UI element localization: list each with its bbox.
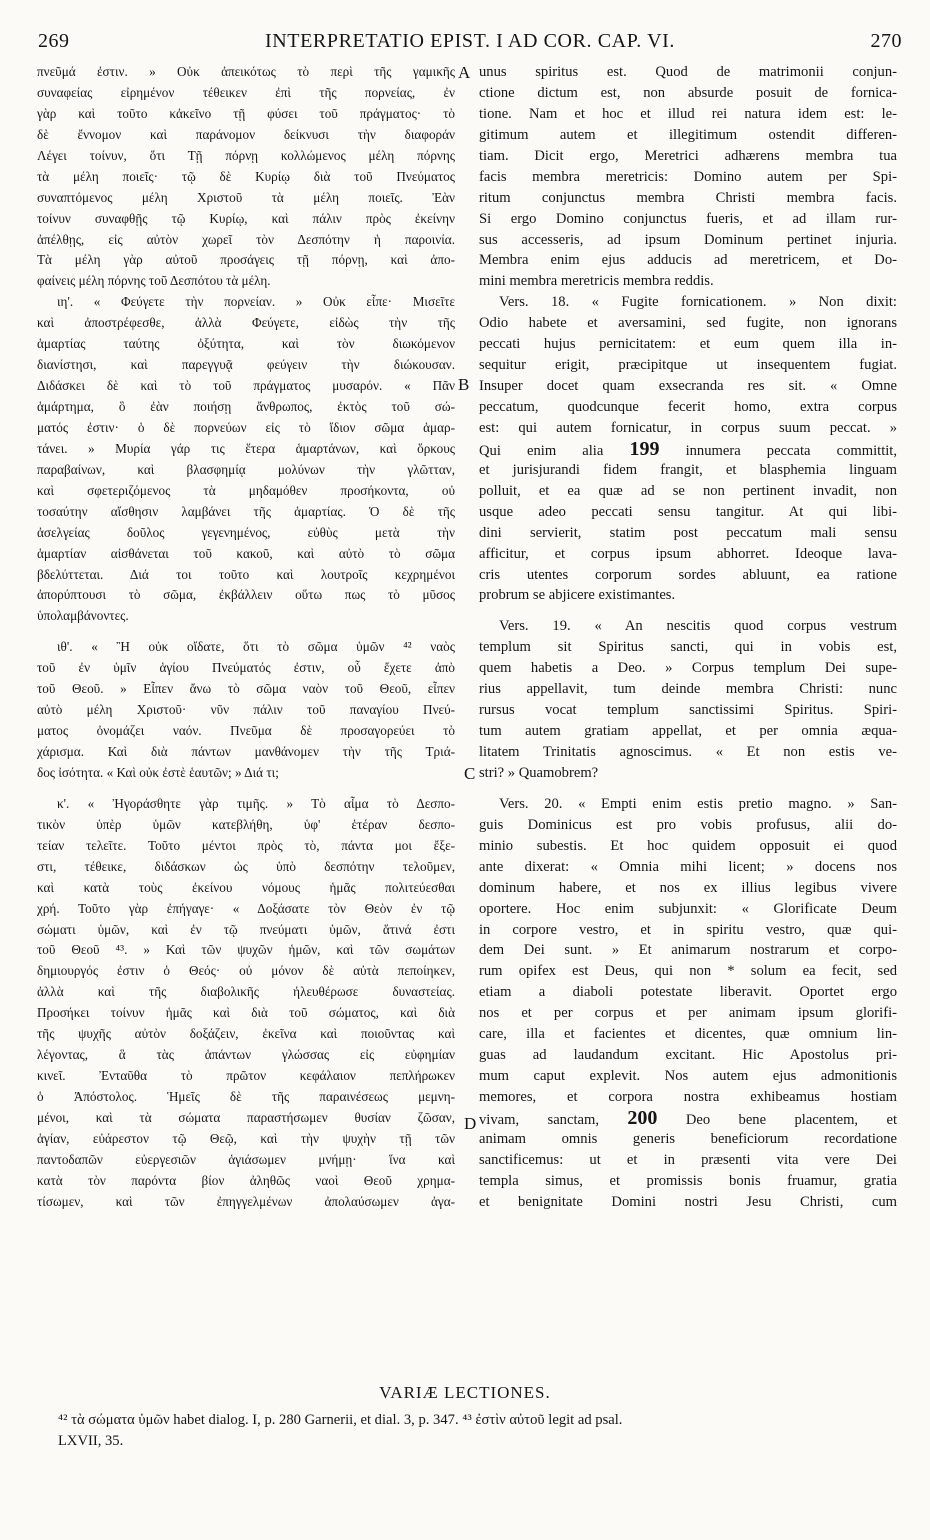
latin-text-line: Vers. 19. « An nescitis quod corpus vestrum bbox=[499, 618, 897, 635]
latin-text-line: unus spiritus est. Quod de matrimonii conjun- bbox=[479, 64, 897, 80]
greek-text-line: κ'. « Ἠγοράσθητε γὰρ τιμῆς. » Τὸ αἷμα τὸ Δεσπο- bbox=[57, 795, 455, 811]
greek-text-line: τικὸν ὑπὲρ ὑμῶν κατεβλήθη, ὑφ' ἑτέραν δεσπο- bbox=[37, 816, 455, 832]
greek-text-line: πνεῦμά ἐστιν. » Οὐκ ἀπεικότως τὸ περὶ τῆς γαμικῆς bbox=[37, 64, 455, 79]
latin-text-line bbox=[479, 439, 897, 460]
margin-letter-b: B bbox=[458, 375, 470, 394]
latin-text-line: in corpore vestro, et in spiritu vestro, quæ qui- bbox=[479, 921, 897, 938]
greek-text-line: στι, τέθεικε, διδάσκων ὡς ὑπὸ δεσπότην τελοῦμεν, bbox=[37, 858, 455, 874]
latin-text-line: Vers. 20. « Empti enim estis pretio magno. » San- bbox=[499, 795, 897, 812]
latin-text-line: usque adeo peccati sensu tangitur. At qui libi- bbox=[479, 503, 897, 520]
greek-text-line: ιη'. « Φεύγετε τὴν πορνείαν. » Οὐκ εἶπε· Μισεῖτε bbox=[57, 294, 455, 310]
greek-text-line: σώματι ὑμῶν, καὶ ἐν τῷ πνεύματι ὑμῶν, ἅτινά ἐστι bbox=[37, 921, 455, 937]
latin-text-line: stri? » Quamobrem? bbox=[479, 764, 599, 781]
latin-text-line: etiam a diaboli potestate liberavit. Oportet ergo bbox=[479, 984, 897, 1001]
greek-text-line: μένοι, καὶ τὰ σώματα παραστήσωμεν θυσίαν ζῶσαν, bbox=[37, 1109, 455, 1125]
greek-text-line: ἀπορύπτουσι τὸ σῶμα, ἐκβάλλειν οὕτω πως τὸ μῦσος bbox=[37, 587, 455, 603]
greek-text-line: καὶ ἀποστρέφεσθε, ἀλλὰ Φεύγετε, εἰδὼς τὴν τῆς bbox=[37, 315, 455, 331]
greek-text-line: τάνει. » Μυρία γάρ τις ἕτερα ἁμαρτάνων, καὶ ὅρκους bbox=[37, 440, 455, 456]
greek-text-line: Διδάσκει δὲ καὶ τὸ τοῦ πράγματος μυσαρόν. « Πᾶν bbox=[37, 378, 455, 394]
latin-text-line: rius appellavit, tum deinde membra Christi: nunc bbox=[479, 681, 897, 698]
latin-text-line: minio subestis. Et hoc quidem opposuit ei quod bbox=[479, 837, 897, 854]
greek-text-line: τοῦ ἐν ὑμῖν ἁγίου Πνεύματός ἐστιν, οὗ ἔχετε ἀπὸ bbox=[37, 660, 455, 676]
page-number-left: 269 bbox=[38, 30, 70, 52]
latin-text-line: dominum habere, et nos ex illius legibus vivere bbox=[479, 879, 897, 896]
latin-text-line: et benignitate Domini nostri Jesu Christi, cum bbox=[479, 1193, 897, 1210]
greek-text-line: παραβαίνων, καὶ βλασφημίᾳ μολύνων τὴν γλῶτταν, bbox=[37, 461, 455, 477]
latin-text-line: animam omnis generis beneficiorum recordatione bbox=[479, 1130, 897, 1147]
latin-text-line: Insuper docet quam exsecranda res sit. « Omne bbox=[479, 378, 897, 395]
greek-text-line: φαίνεις μέλη πόρνης τοῦ Δεσπότου τὰ μέλη. bbox=[37, 273, 271, 289]
greek-text-line: δὲ ἔννομον καὶ παράνομον δείκνυσι τὴν διαφοράν bbox=[37, 126, 455, 142]
page-header bbox=[38, 30, 902, 58]
greek-text-line: διανίστησι, καὶ παρεγγυᾷ φεύγειν τὴν διώκουσαν. bbox=[37, 357, 455, 373]
latin-text-fragment: Qui enim alia bbox=[479, 442, 604, 459]
greek-text-line: γὰρ καὶ τοῦτο κἀκεῖνο τῇ φύσει τοῦ πράγματος· τὸ bbox=[37, 105, 455, 121]
greek-text-line: ἁμαρτίας ταύτης ὀξύτητα, καὶ τὸν διωκόμενον bbox=[37, 336, 455, 352]
latin-text-line: oportere. Hoc enim subjunxit: « Glorificate Deum bbox=[479, 900, 897, 917]
greek-text-line: ματος ὀνομάζει ναόν. Πνεῦμα δὲ προσαγορεύει τὸ bbox=[37, 723, 455, 739]
greek-text-line: κινεῖ. Ἐνταῦθα τὸ πρῶτον κεφάλαιον πεπλήρωκεν bbox=[37, 1068, 455, 1084]
latin-text-line: facis membra meretricis: Domino autem per Spi- bbox=[479, 168, 897, 185]
greek-text-line: τείαν τελεῖτε. Τοῦτο μέντοι πρὸς τὸ, πάντα μοι ἔξε- bbox=[37, 837, 455, 853]
greek-text-line: Λέγει τοίνυν, ὅτι Τῇ πόρνῃ κολλώμενος μέλη πόρνης bbox=[37, 147, 455, 163]
latin-text-line: mini membra meretricis membra reddis. bbox=[479, 273, 714, 290]
greek-column bbox=[37, 62, 455, 1213]
latin-text-fragment: vivam, sanctam, bbox=[479, 1111, 599, 1128]
latin-text-line: ritum conjunctus membra Christi membra facis. bbox=[479, 189, 897, 206]
greek-text-line: καὶ κατὰ τοὺς ἐκείνου νόμους ἡμᾶς πολιτεύεσθαι bbox=[37, 879, 455, 895]
latin-text-line: gitimum autem et illegitimum ostendit differen- bbox=[479, 126, 897, 143]
greek-text-line: τοσαύτην αἴσθησιν λαμβάνει τῆς ἁμαρτίας. Ὁ δὲ τῆς bbox=[37, 503, 455, 519]
greek-text-line: δημιουργός ἐστιν ὁ Θεός· οὐ μόνον δὲ αὐτὰ πεποίηκεν, bbox=[37, 963, 455, 979]
latin-text-fragment: Deo bene placentem, et bbox=[685, 1111, 897, 1128]
note-line: LXVII, 35. bbox=[58, 1433, 124, 1449]
greek-text-line: ἀπέλθῃς, εἰς αὐτὸν χωρεῖ τὸν Δεσπότην ἡ παροινία. bbox=[37, 231, 455, 247]
margin-letter-a: A bbox=[458, 63, 471, 82]
latin-text-line: templum sit Spiritus sancti, qui in vobis est, bbox=[479, 639, 897, 656]
greek-text-line: αὐτὸ μέλη Χριστοῦ· νῦν πάλιν τοῦ παναγίου Πνεύ- bbox=[37, 702, 455, 718]
latin-text-line: ante dixerat: « Omnia mihi licent; » docens nos bbox=[479, 858, 897, 875]
latin-text-line: peccatum, quodcunque fecerit homo, extra corpus bbox=[479, 399, 897, 415]
latin-text-line: tum autem gratiam appellat, et per omnia æqua- bbox=[479, 723, 897, 740]
greek-text-line: ματός ἐστιν· ὁ δὲ πορνεύων εἰς τὸ ἴδιον σῶμα ἁμαρ- bbox=[37, 419, 455, 435]
latin-text-line: guis Dominicus est pro vobis profusus, alii do- bbox=[479, 816, 897, 833]
greek-text-line: ὑπολαμβάνοντες. bbox=[37, 608, 129, 624]
latin-text-line: peccati hujus pernicitatem: et eum quem illa in- bbox=[479, 336, 897, 353]
greek-text-line: συναφείας εἰρημένον τέθεικεν ἐπὶ τῆς πορνείας, ἐν bbox=[37, 84, 455, 100]
page-number-right: 270 bbox=[870, 30, 902, 52]
latin-text-line: dini servierit, statim post peccatum mali sensu bbox=[479, 524, 897, 541]
greek-text-line: Προσήκει τοίνυν ἡμᾶς καὶ διὰ τοῦ σώματος, καὶ διὰ bbox=[37, 1005, 455, 1021]
latin-text-line: nos et per corpus et per animam ipsum glorifi- bbox=[479, 1005, 897, 1022]
latin-text-line: tiam. Dicit ergo, Meretrici adhærens membra tua bbox=[479, 147, 897, 164]
margin-letter-d: D bbox=[464, 1114, 477, 1133]
latin-text-line: Odio habete et aversamini, sed fugite, non ignorans bbox=[479, 315, 897, 332]
latin-text-line: templa simus, et promissis bonis fruamur, gratia bbox=[479, 1172, 897, 1189]
column-number: 200 bbox=[627, 1107, 658, 1129]
greek-text-line: χρή. Τοῦτο γὰρ ἐπήγαγε· « Δοξάσατε τὸν Θεὸν ἐν τῷ bbox=[37, 900, 455, 916]
greek-text-line: χάρισμα. Καὶ διὰ πάντων μανθάνομεν τὴν τῆς Τριά- bbox=[37, 744, 455, 759]
latin-text-line: sanctificemus: ut et in præsenti vita vere Dei bbox=[479, 1151, 897, 1168]
greek-text-line: ὁ Ἀπόστολος. Ἡμεῖς δὲ τῆς παραινέσεως μεμνη- bbox=[37, 1089, 455, 1104]
latin-text-line: quem habetis a Deo. » Corpus templum Dei supe- bbox=[479, 660, 897, 677]
greek-text-line: ἀλλὰ καὶ τῆς διαβολικῆς ἠλευθέρωσε δυναστείας. bbox=[37, 984, 455, 1000]
latin-text-line: sequitur erigit, præcipitque ut insequentem fugiat. bbox=[479, 357, 897, 374]
greek-text-line: κατὰ τὸν παρόντα βίον ἀληθῶς ναοὶ Θεοῦ χρημα- bbox=[37, 1172, 455, 1188]
variae-notes bbox=[58, 1410, 898, 1452]
greek-text-line: τοῦ Θεοῦ ⁴³. » Καὶ τῶν ψυχῶν ἡμῶν, καὶ τῶν σωμάτων bbox=[37, 942, 455, 958]
greek-text-line: Τὰ μέλη γὰρ αὐτοῦ προσάγεις τῇ πόρνῃ, καὶ ἀπο- bbox=[37, 252, 455, 268]
greek-text-line: ἁγίαν, εὐάρεστον τῷ Θεῷ, καὶ τὴν ψυχὴν τῇ τῶν bbox=[37, 1130, 455, 1146]
latin-text-line: care, illa et facientes et dicentes, quæ omnium lin- bbox=[479, 1026, 897, 1043]
variae-lectiones-title: VARIÆ LECTIONES. bbox=[379, 1383, 551, 1402]
greek-text-line: τοίνυν συναφθῇς τῷ Κυρίῳ, καὶ πάλιν πρὸς ἐκείνην bbox=[37, 210, 455, 226]
greek-text-line: συναπτόμενος μέλη Χριστοῦ τὰ μέλη ποιεῖς. Ἐὰν bbox=[37, 189, 455, 205]
margin-letter-c: C bbox=[464, 764, 476, 783]
latin-text-line: et jurisjurandi fidem frangit, et blasphemia linguam bbox=[479, 461, 897, 478]
greek-text-line: τίσωμεν, καὶ τῶν ἐπηγγελμένων ἀπολαύσωμεν ἀγα- bbox=[37, 1193, 455, 1209]
latin-column bbox=[479, 62, 897, 1213]
running-title: INTERPRETATIO EPIST. I AD COR. CAP. VI. bbox=[265, 30, 675, 52]
greek-text-line: ἀσελγείας δοῦλος γεγενημένος, εὐθὺς μετὰ τὴν bbox=[37, 524, 455, 540]
latin-text-line: rursus vocat templum sanctissimi Spiritus. Spiri- bbox=[479, 702, 897, 719]
greek-text-line: λέγοντας, ἃ τὰς ἁπάντων γλώσσας εἰς εὐφημίαν bbox=[37, 1047, 455, 1063]
greek-text-line: ἁμαρτίαν αἰσθάνεται τοῦ κακοῦ, καὶ αὐτὸ τὸ σῶμα bbox=[37, 545, 455, 561]
latin-text-line: Si ergo Domino conjunctus fueris, et ad illam rur- bbox=[479, 210, 897, 227]
latin-text-line: cris utentes corporum sordes abluunt, ea ratione bbox=[479, 566, 897, 583]
column-number: 199 bbox=[629, 438, 660, 460]
latin-text-line: litatem Trinitatis agnoscimus. « Et non estis ve- bbox=[479, 744, 897, 760]
latin-text-line: memores, et corpora nostra exhibeamus hostiam bbox=[479, 1089, 897, 1105]
latin-text-line bbox=[479, 1108, 897, 1129]
latin-text-line: Vers. 18. « Fugite fornicationem. » Non dixit: bbox=[499, 294, 897, 311]
latin-text-line: probrum se abjicere existimantes. bbox=[479, 587, 676, 604]
note-line: ⁴² τὰ σώματα ὑμῶν habet dialog. I, p. 280 Garnerii, et dial. 3, p. 347. ⁴³ ἐστὶν αὐτοῦ legit ad psal. bbox=[58, 1412, 623, 1428]
greek-text-line: ιθ'. « Ἢ οὐκ οἴδατε, ὅτι τὸ σῶμα ὑμῶν ⁴² ναὸς bbox=[57, 639, 455, 655]
greek-text-line: τῆς ψυχῆς αὐτὸν δοξάζειν, ἐκεῖνα καὶ ποιοῦντας καὶ bbox=[37, 1026, 455, 1042]
greek-text-line: παντοδαπῶν εὐεργεσιῶν ἁγιάσωμεν μνήμῃ· ἵνα καὶ bbox=[37, 1151, 455, 1167]
latin-text-line: est: qui autem fornicatur, in corpus suum peccat. » bbox=[479, 419, 897, 436]
latin-text-line: guas ad laudandum excitant. Hic Apostolus pri- bbox=[479, 1047, 897, 1064]
greek-text-line: δος ἰσότητα. « Καὶ οὐκ ἐστὲ ἑαυτῶν; » Διά τι; bbox=[37, 764, 279, 780]
latin-text-line: ctione dictum est, non absurde posuit de fornica- bbox=[479, 84, 897, 101]
greek-text-line: βδελύττεται. Διά τοι τοῦτο καὶ λουτροῖς κεχρημένοι bbox=[37, 566, 455, 582]
greek-text-line: καὶ σφετεριζόμενος τὰ μηδαμόθεν προσήκοντα, οὐ bbox=[37, 482, 455, 498]
latin-text-line: polluit, et ea quæ ad se non pertinent invadit, non bbox=[479, 482, 897, 499]
greek-text-line: τοῦ Θεοῦ. » Εἶπεν ἄνω τὸ σῶμα ναὸν τοῦ Θεοῦ, εἶπεν bbox=[37, 681, 455, 697]
latin-text-fragment: innumera peccata committit, bbox=[685, 442, 897, 459]
greek-text-line: τὰ μέλη ποιεῖς· τῷ δὲ Κυρίῳ διὰ τοῦ Πνεύματος bbox=[37, 168, 455, 184]
greek-text-line: ἁμάρτημα, ὃ ἐὰν ποιήσῃ ἄνθρωπος, ἐκτὸς τοῦ σώ- bbox=[37, 399, 455, 414]
latin-text-line: sus accesseris, ad ipsum Dominum pertinet injuria. bbox=[479, 231, 897, 248]
latin-text-line: dem Dei sunt. » Et animarum nostrarum et corpo- bbox=[479, 942, 897, 959]
latin-text-line: Membra enim ejus adducis ad meretricem, et Do- bbox=[479, 252, 897, 269]
latin-text-line: tione. Nam et hoc et illud rei natura idem est: le- bbox=[479, 105, 897, 122]
latin-text-line: rum opifex est Deus, qui non * solum ea fecit, sed bbox=[479, 963, 897, 980]
latin-text-line: afficitur, et corpus ipsum abhorret. Ideoque lava- bbox=[479, 545, 897, 562]
latin-text-line: mum caput explevit. Nos autem ejus admonitionis bbox=[479, 1068, 897, 1085]
